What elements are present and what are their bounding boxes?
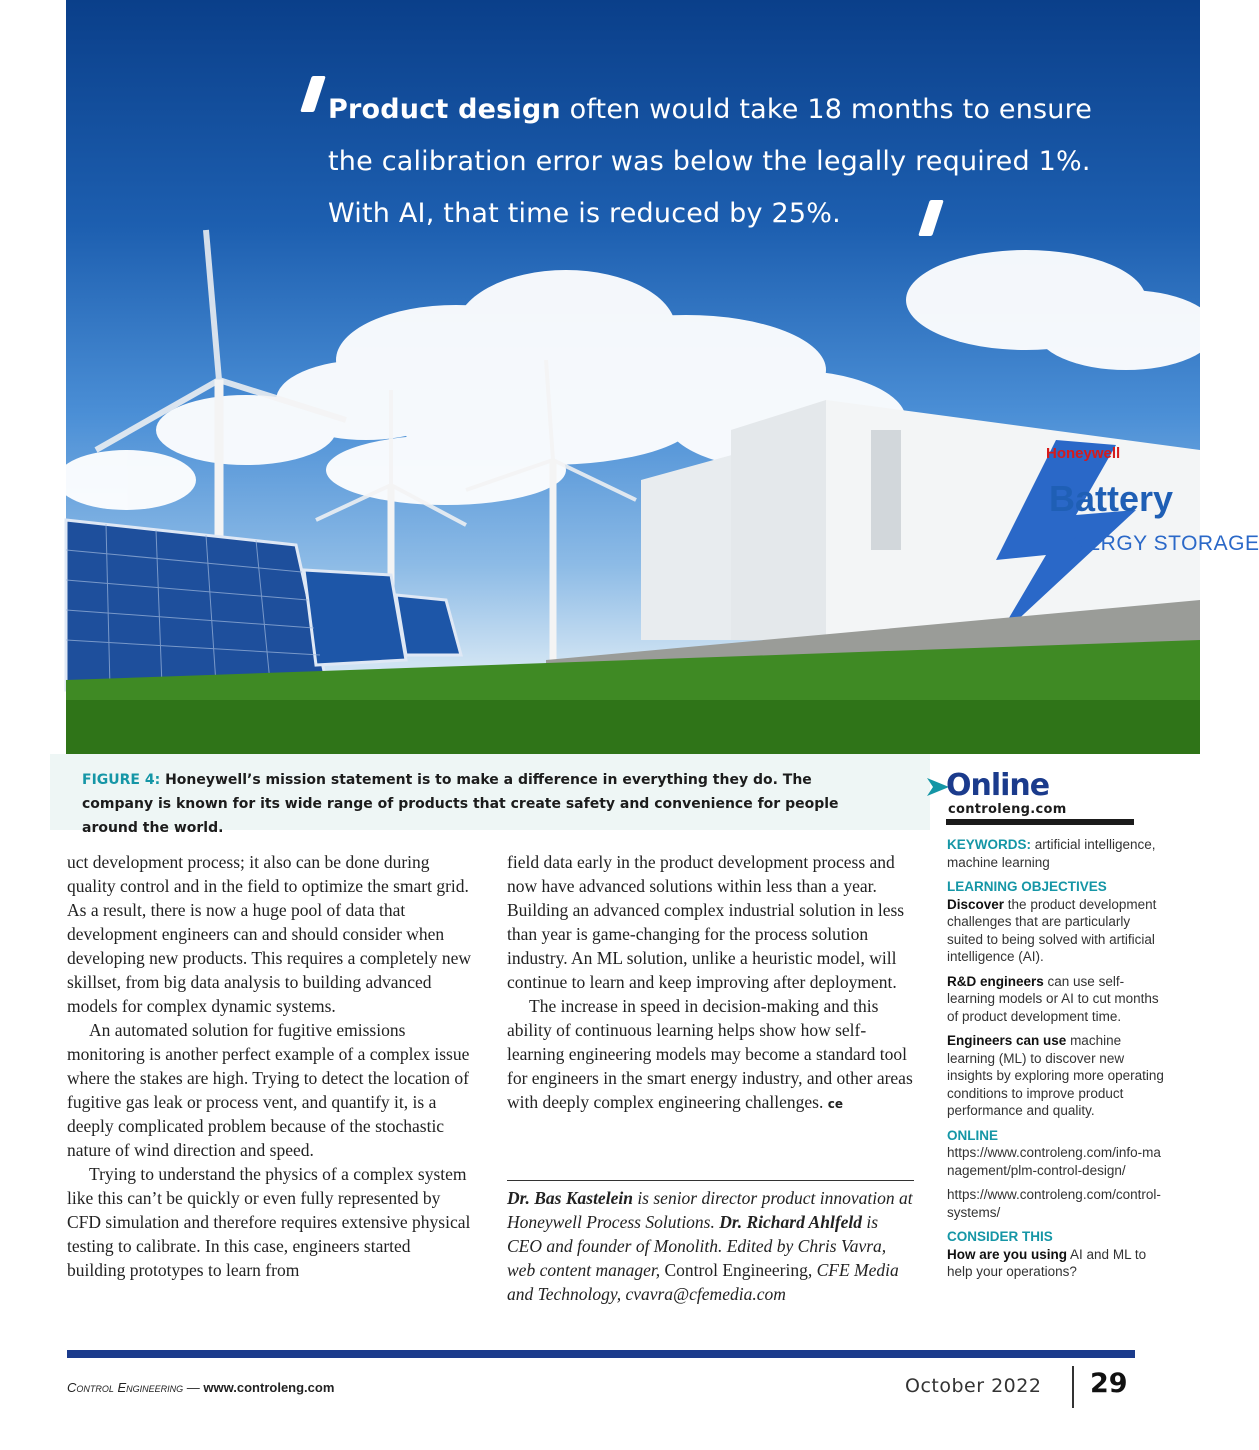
online-logo-site: controleng.com <box>948 802 1067 817</box>
objective-item <box>947 973 1165 1026</box>
energy-storage-label: ENERGY STORAGE <box>1056 532 1259 555</box>
bio-text: is CEO and founder of Monolith. Edited by Chris Vavra, web content manager, <box>507 1212 887 1280</box>
keywords <box>947 836 1165 871</box>
footer-divider <box>1072 1366 1074 1408</box>
online-link-1[interactable]: https://www.controleng.com/info-management/plm-control-design/ <box>947 1145 1161 1178</box>
consider-bold: How are you using <box>947 1246 1068 1262</box>
objective-bold: R&D engineers <box>947 973 1044 989</box>
page-number: 29 <box>1090 1368 1128 1399</box>
caption-text: Honeywell’s mission statement is to make a difference in everything they do. The company is known for its wide range of products that create safety and convenience for people around the world. <box>82 772 839 836</box>
paragraph: field data early in the product development process and now have advanced solutions within less than a year. Building an advanced complex industrial solution in less than year is game-changing for the process solution industry. An ML solution, unlike a heuristic model, will continue to learn and keep improving after deployment. <box>507 852 905 992</box>
end-mark: ce <box>827 1097 843 1111</box>
online-heading: ONLINE <box>947 1127 999 1143</box>
paragraph: Trying to understand the physics of a complex system like this can’t be quickly or even fully represented by CFD simulation and therefore requires extensive physical testing to calibrate. In this case, engineers started building prototypes to learn from <box>67 1164 471 1280</box>
consider-rest: AI and ML to help your operations? <box>947 1246 1147 1279</box>
quote-text: often would take 18 months to ensure the calibration error was below the legally required 1%. With AI, that time is reduced by 25%. <box>328 94 1093 229</box>
paragraph: uct development process; it also can be done during quality control and in the field to optimize the smart grid. As a result, there is now a huge pool of data that development engineers can and should consider when developing new products. This requires a completely new skillset, from big data analysis to building advanced models for complex dynamic systems. <box>67 852 472 1016</box>
honeywell-label: Honeywell <box>1046 445 1121 462</box>
battery-title: Battery <box>1049 478 1174 519</box>
footer-bar <box>67 1350 1135 1358</box>
hero-photo <box>66 0 1259 754</box>
consider-text <box>947 1246 1165 1281</box>
author-name: Dr. Richard Ahlfeld <box>719 1212 863 1232</box>
quote-bold: Product design <box>328 94 561 125</box>
paragraph: An automated solution for fugitive emissions monitoring is another perfect example of a complex issue where the stakes are high. Trying to detect the location of fugitive gas leak or process vent, and quantify it, is a deeply complicated problem because of the stochastic nature of wind direction and speed. <box>67 1020 470 1160</box>
consider-heading: CONSIDER THIS <box>947 1229 1053 1244</box>
footer-credit <box>67 1380 334 1395</box>
keywords-label: KEYWORDS: <box>947 837 1031 852</box>
objective-text: machine learning (ML) to discover new insights by exploring more operating conditions to improve product performance and quality. <box>947 1033 1164 1118</box>
objective-bold: Discover <box>947 896 1005 912</box>
footer-date: October 2022 <box>905 1375 1042 1397</box>
objectives-heading: LEARNING OBJECTIVES <box>947 879 1107 894</box>
paragraph-text: The increase in speed in decision-making and this ability of continuous learning helps show how self-learning engineering models may become a standard tool for engineers in the smart energy industry, and other areas with deeply complex engineering challenges. <box>507 996 913 1112</box>
objective-item <box>947 1032 1165 1120</box>
objective-item <box>947 896 1165 966</box>
online-link-2[interactable]: https://www.controleng.com/control-systems/ <box>947 1187 1161 1220</box>
author-bio <box>507 1186 917 1306</box>
author-name: Dr. Bas Kastelein <box>507 1188 633 1208</box>
publication-name: Control Engineering <box>664 1260 808 1280</box>
pull-quote <box>328 84 1128 240</box>
bio-text: is senior director product innovation at Honeywell Process Solutions. <box>507 1188 913 1232</box>
figure-label: FIGURE 4: <box>82 772 161 788</box>
article-column-2 <box>507 850 917 1116</box>
bio-text: , CFE Media and Technology, cvavra@cfemedia.com <box>507 1260 899 1304</box>
sidebar <box>947 836 1165 1281</box>
footer-url[interactable]: www.controleng.com <box>203 1380 335 1395</box>
footer-publication: Control Engineering <box>67 1380 184 1395</box>
article-column-1 <box>67 850 472 1282</box>
figure-caption <box>82 768 872 840</box>
online-logo-word: Online <box>946 768 1050 803</box>
objective-text: the product development challenges that are particularly suited to being solved with artificial intelligence (AI). <box>947 896 1157 964</box>
objective-bold: Engineers can use <box>947 1033 1067 1048</box>
online-rule <box>946 819 1134 825</box>
keywords-text: artificial intelligence, machine learning <box>947 837 1156 870</box>
paragraph <box>507 994 917 1116</box>
footer-separator: — <box>183 1380 204 1395</box>
bio-divider <box>507 1180 914 1181</box>
objective-text: can use self-learning models or AI to cut months of product development time. <box>947 973 1159 1024</box>
